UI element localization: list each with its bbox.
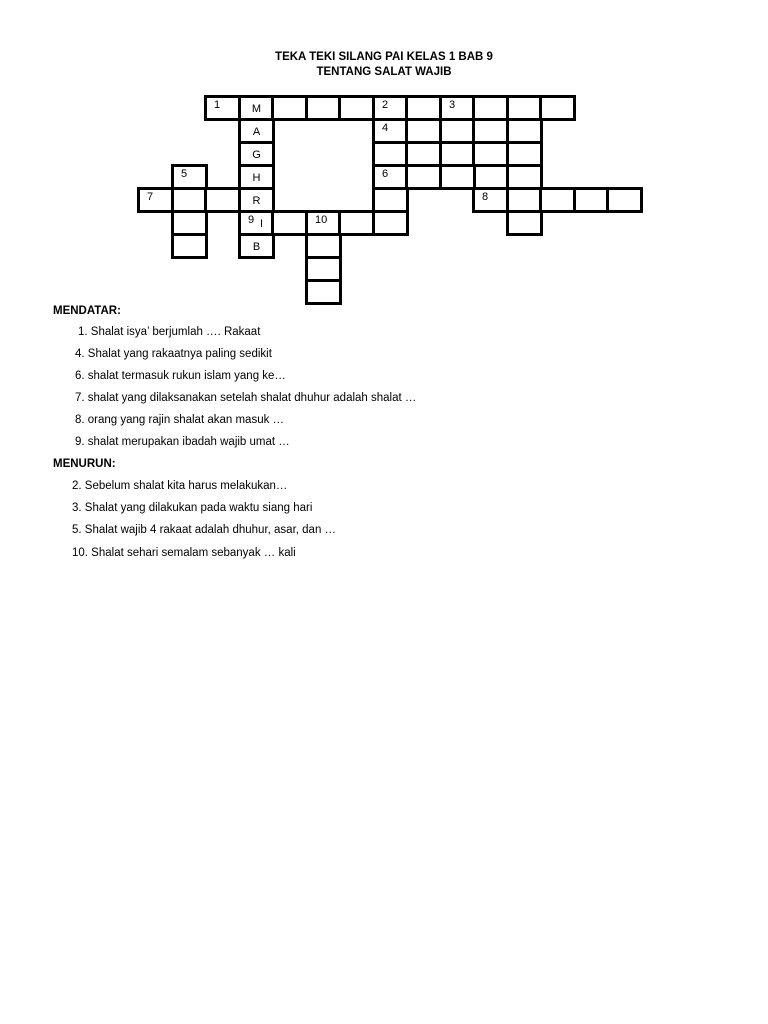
crossword-cell[interactable]: [472, 187, 509, 213]
crossword-cell[interactable]: [204, 187, 241, 213]
crossword-cell[interactable]: [271, 210, 308, 236]
crossword-cell[interactable]: [539, 95, 576, 121]
mendatar-clue: 4. Shalat yang rakaatnya paling sedikit: [75, 348, 272, 360]
crossword-cell[interactable]: [372, 210, 409, 236]
clue-number: 10: [315, 214, 328, 226]
crossword-cell[interactable]: [305, 95, 342, 121]
mendatar-heading: MENDATAR:: [53, 305, 121, 317]
crossword-cell[interactable]: [472, 141, 509, 167]
crossword-cell[interactable]: [439, 164, 476, 190]
clue-number: 1: [214, 99, 221, 111]
mendatar-clue: 7. shalat yang dilaksanakan setelah shalat dhuhur adalah shalat …: [75, 392, 417, 404]
clue-number: 2: [382, 99, 389, 111]
cell-letter: M: [251, 103, 262, 115]
menurun-heading: MENURUN:: [53, 458, 116, 470]
crossword-cell[interactable]: [573, 187, 610, 213]
crossword-grid: [0, 0, 768, 310]
crossword-cell[interactable]: [338, 210, 375, 236]
mendatar-clue: 8. orang yang rajin shalat akan masuk …: [75, 414, 285, 426]
clue-number: 4: [382, 122, 389, 134]
clue-number: 3: [449, 99, 456, 111]
cell-letter: G: [252, 149, 261, 161]
crossword-cell[interactable]: [137, 187, 174, 213]
cell-letter: B: [252, 241, 261, 253]
clue-number: 9: [248, 214, 255, 226]
clue-number: 7: [147, 191, 154, 203]
mendatar-clue: 6. shalat termasuk rukun islam yang ke…: [75, 370, 286, 382]
crossword-cell[interactable]: [305, 279, 342, 305]
crossword-cell[interactable]: [204, 95, 241, 121]
crossword-cell[interactable]: [606, 187, 643, 213]
crossword-cell[interactable]: [506, 210, 543, 236]
clue-number: 8: [482, 191, 489, 203]
clue-number: 6: [382, 168, 389, 180]
title-line-2: TENTANG SALAT WAJIB: [316, 66, 452, 78]
crossword-cell[interactable]: [171, 233, 208, 259]
cell-letter: H: [252, 172, 261, 184]
crossword-cell[interactable]: [271, 95, 308, 121]
crossword-cell[interactable]: [405, 164, 442, 190]
cell-letter: A: [252, 126, 261, 138]
crossword-cell[interactable]: [238, 233, 275, 259]
menurun-clue: 2. Sebelum shalat kita harus melakukan…: [72, 480, 288, 492]
clue-number: 5: [181, 168, 188, 180]
crossword-cell[interactable]: [338, 95, 375, 121]
title-line-1: TEKA TEKI SILANG PAI KELAS 1 BAB 9: [275, 51, 493, 63]
menurun-clue: 3. Shalat yang dilakukan pada waktu siang hari: [72, 502, 313, 514]
menurun-clue: 10. Shalat sehari semalam sebanyak … kali: [72, 547, 296, 559]
cell-letter: I: [259, 218, 264, 230]
crossword-cell[interactable]: [539, 187, 576, 213]
mendatar-clue: 9. shalat merupakan ibadah wajib umat …: [75, 436, 290, 448]
mendatar-clue: 1. Shalat isya’ berjumlah …. Rakaat: [78, 326, 261, 338]
cell-letter: R: [252, 195, 261, 207]
menurun-clue: 5. Shalat wajib 4 rakaat adalah dhuhur, asar, dan …: [72, 524, 337, 536]
